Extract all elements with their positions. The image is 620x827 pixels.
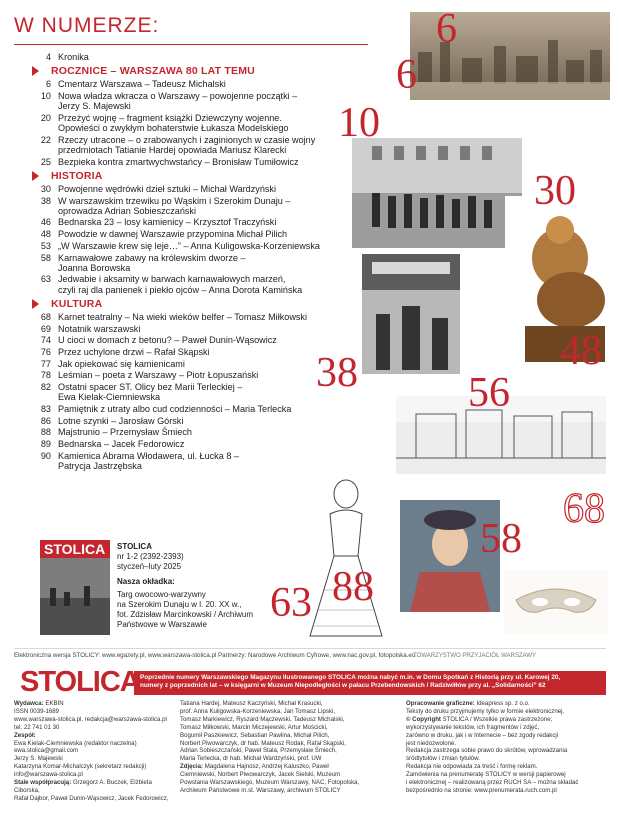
toc-page-number: 83 [40, 403, 51, 414]
toc-entry[interactable] [14, 427, 394, 437]
cover-photo [40, 558, 110, 635]
stolica-logo: STOLICA [14, 666, 134, 698]
toc-entry-title: Rzeczy utracone – o zrabowanych i zaginionych w czasie wojny przedmiotach Tatianie Hardej opowiada Mariusz Klarecki [58, 134, 316, 155]
section-header-historia [14, 170, 394, 182]
carnival-mask-photo [504, 570, 608, 634]
toc-entry-title: Jedwabie i aksamity w barwach karnawałowych marzeń, czyli raj dla panienek i piekło ojców – Anna Dorota Kamińska [58, 274, 303, 295]
toc-entry-title: Powojenne wędrówki dzieł sztuki – Michał Wardzyński [58, 183, 276, 194]
toc-entry[interactable] [14, 217, 394, 227]
toc-entry[interactable] [14, 439, 394, 449]
copyright-label: © Copyright [406, 715, 441, 723]
magazine-info [117, 542, 253, 630]
toc-page-number: 48 [40, 229, 51, 240]
toc-entry[interactable] [14, 91, 394, 111]
collaborators-list: Grzegorz A. Buczek, Elżbieta Ciborska, Rafał Dajbor, Paweł Dunin-Wąsowicz, Jacek Fedorowicz, [14, 779, 169, 802]
toc-entry-title: Ostatni spacer ST. Olicy bez Marii Terleckiej – Ewa Kielak-Ciemniewska [58, 382, 243, 403]
toc-entry-title: Pamiętnik z utraty albo cud codzienności – Maria Terlecka [58, 403, 292, 414]
victorian-dress-engraving [300, 470, 390, 640]
toc-entry[interactable] [14, 404, 394, 414]
issue-number: nr 1-2 (2392-2393) [117, 552, 184, 561]
toc-entry-title: Lotne szynki – Jarosław Górski [58, 415, 184, 426]
magazine-cover-thumbnail[interactable] [40, 540, 110, 635]
market-photo [362, 254, 460, 374]
editorial-notes: Redakcja zastrzega sobie prawo do skrótów, wprowadzania śródtytułów i zmian tytułów. Redakcja nie odpowiada za treść i formę reklam. Zamówienia na prenumeratę STOLICY w wersji papierowej i elektronicznej – realizowaną przez RUCH SA – można składać bezpośrednio na stronie: www.prenumerata.ruch.com.pl [406, 747, 579, 794]
toc-entry[interactable] [14, 79, 394, 89]
toc-entry[interactable] [14, 196, 394, 216]
toc-page-number: 25 [40, 156, 51, 167]
toc-page-number: 74 [40, 335, 51, 346]
toc-entry[interactable] [14, 135, 394, 155]
electronic-version-text: Elektroniczna wersja STOLICY: www.egazety.pl, www.warszawa-stolica.pl Partnerzy: Narodowe Archiwum Cyfrowe, www.nac.gov.pl, fotopolska.eu [14, 652, 416, 659]
magazine-name: STOLICA [117, 542, 152, 551]
tpw-emblem-icon: TOWARZYSTWO PRZYJACIÓŁ WARSZAWY [413, 653, 536, 659]
toc-entry-title: Bezpieka kontra zmartwychwstańcy – Bronisław Tumiłowicz [58, 156, 299, 167]
design-label: Opracowanie graficzne: [406, 700, 475, 707]
team-list: Ewa Kielak-Ciemniewska (redaktor naczelna) ewa.stolica@gmail.com Jerzy S. Majewski Katarzyna Komar-Michalczyk (sekretarz redakcji) info@warszawa-stolica.pl [14, 739, 147, 779]
copyright-text: STOLICA / Wszelkie prawa zastrzeżone; wykorzystywanie tekstów, ich fragmentów i zdjęć, zarówno w druku, jak i w Internecie – bez zgody redakcji jest niedozwolone. [406, 715, 559, 747]
contributors-list: Tatiana Hardej, Mateusz Kaczyński, Michał Krasucki, prof. Anna Kuligowska-Korzeniewska, Jan Tomasz Lipski, Tomasz Markiewicz, Ryszard Mączewski, Tadeusz Michalski, Tomasz Miłkowski, Marcin Miczejewski, Artur Mościcki, Bogumił Paszkiewicz, Sebastian Pawlina, Michał Pilich, Norbert Piwowarczyk, dr hab. Mateusz Rodak, Rafał Skąpski, Adrian Sobieszczański, Paweł Stala, Przemysław Śmiech, Maria Terlecka, dr hab. Michał Wardzyński, prof. UW [180, 700, 346, 763]
toc-page-number: 4 [45, 52, 51, 62]
section-header-kultura [14, 298, 394, 310]
cover-logo: STOLICA [40, 540, 110, 558]
photos-label: Zdjęcia: [180, 763, 204, 771]
cover-heading: Nasza okładka: [117, 577, 175, 586]
toc-entry[interactable] [14, 184, 394, 194]
photo-page-number: 30 [534, 168, 576, 214]
toc-entry-title: Kamienica Abrama Włodawera, ul. Łucka 8 – Patrycja Jastrzębska [58, 450, 239, 471]
toc-page-number: 63 [40, 274, 51, 285]
photo-credits: Magdalena Hajnosz, Andrzej Kaluszko, Paweł Ciemniewski, Norbert Piwowarczyk, Jacek Sielski, Muzeum Powstania Warszawskiego, Muzeum Warszawy, NAC, Fotopolska, Archiwum Państwowe m.st. Warszawy, archiwum STOLICY [180, 763, 360, 794]
street-march-photo [352, 138, 522, 248]
toc-entry-title: Cmentarz Warszawa – Tadeusz Michalski [58, 79, 226, 90]
toc-entry[interactable] [14, 253, 394, 273]
photo-page-number: 48 [560, 328, 602, 374]
photo-page-number: 58 [480, 516, 522, 562]
publisher-label: Wydawca: [14, 700, 44, 707]
publisher-name: EKBIN [45, 700, 64, 707]
section-header-rocznice [14, 65, 394, 77]
issn: ISSN 0039-1689 [14, 707, 60, 715]
photo-page-number: 68 [563, 486, 605, 532]
toc-entry[interactable] [14, 157, 394, 167]
toc-page-number: 6 [45, 79, 51, 90]
toc-entry[interactable] [14, 274, 394, 294]
triangle-arrow-icon [32, 171, 39, 181]
photo-page-number: 38 [316, 350, 358, 396]
title-underline [14, 44, 368, 45]
electronic-version-bar [14, 648, 606, 662]
issue-date: styczeń–luty 2025 [117, 562, 182, 571]
toc-page-number: 30 [40, 183, 51, 194]
toc-entry-title: Kronika [58, 52, 89, 62]
toc-entry[interactable] [14, 241, 394, 251]
collaborators-label: Stale współpracują: [14, 779, 72, 787]
section-title: ROCZNICE – WARSZAWA 80 LAT TEMU [51, 65, 255, 78]
back-issues-note: Poprzednie numery Warszawskiego Magazynu Ilustrowanego STOLICA można nabyć m.in. w Domu Spotkań z Historią przy ul. Karowej 20, numery z poprzednich lat – w księgarni w Muzeum Niepodległości w pałacu Przebendowskich / Radziwiłłów przy al. „Solidarności” 62 [140, 674, 561, 690]
section-title: KULTURA [51, 297, 103, 310]
toc-entry[interactable] [14, 52, 394, 62]
toc-page-number: 68 [40, 311, 51, 322]
team-label: Zespół: [14, 731, 36, 739]
toc-page-number: 10 [40, 90, 51, 101]
toc-entry-title: Przeżyć wojnę – fragment książki Dziewczyny wojenne. Opowieści o zwykłym bohaterstwie Łukasza Modelskiego [58, 112, 289, 134]
toc-entry-title: Bednarska 23 – losy kamienicy – Krzysztof Traczyński [58, 217, 277, 228]
toc-entry[interactable] [14, 324, 394, 334]
toc-page-number: 20 [40, 112, 51, 123]
toc-page-number: 38 [40, 195, 51, 206]
triangle-arrow-icon [32, 299, 39, 309]
toc-entry-title: Notatnik warszawski [58, 323, 141, 334]
toc-entry-title: Powodzie w dawnej Warszawie przypomina Michał Pilich [58, 229, 288, 240]
toc-page-number: 69 [40, 323, 51, 334]
toc-entry-title: Karnawałowe zabawy na królewskim dworze – Joanna Borowska [58, 252, 246, 273]
toc-entry[interactable] [14, 113, 394, 133]
contact-info[interactable]: www.warszawa-stolica.pl, redakcja@warszawa-stolica.pl tel. 22 741 01 30 [14, 715, 167, 731]
toc-page-number: 76 [40, 346, 51, 357]
toc-page-number: 86 [40, 415, 51, 426]
toc-entry-title: Jak opiekować się kamienicami [58, 358, 185, 369]
toc-page-number: 90 [40, 450, 51, 461]
toc-entry-title: Nowa władza wkracza o Warszawy – powojenne początki – Jerzy S. Majewski [58, 90, 298, 112]
toc-entry-title: Leśmian – poeta z Warszawy – Piotr Łopuszański [58, 370, 259, 381]
text-submission-note: Teksty do druku przyjmujemy tylko w formie elektronicznej. [406, 707, 565, 715]
cover-caption: Targ owocowo-warzywny na Szerokim Dunaju w l. 20. XX w., fot. Zdzisław Marcinkowski / Archiwum Państwowe w Warszawie [117, 590, 254, 629]
toc-entry[interactable] [14, 335, 394, 345]
triangle-arrow-icon [32, 66, 39, 76]
toc-page-number: 46 [40, 217, 51, 228]
toc-entry[interactable] [14, 416, 394, 426]
toc-page-number: 89 [40, 439, 51, 450]
toc-page-number: 22 [40, 134, 51, 145]
section-title: HISTORIA [51, 169, 103, 182]
toc-entry[interactable] [14, 229, 394, 239]
toc-entry-title: Karnet teatralny – Na wieki wieków belfer – Tomasz Miłkowski [58, 311, 307, 322]
photo-page-number: 10 [338, 100, 380, 146]
toc-page-number: 78 [40, 370, 51, 381]
toc-page-number: 88 [40, 427, 51, 438]
table-of-contents [14, 52, 394, 473]
toc-page-number: 58 [40, 252, 51, 263]
toc-page-number: 82 [40, 382, 51, 393]
toc-entry-title: Majstrunio – Przemysław Śmiech [58, 427, 192, 438]
design-credit: Ideapress sp. z o.o. [476, 700, 530, 707]
photo-page-number: 6 [436, 6, 457, 52]
toc-entry[interactable] [14, 451, 394, 471]
toc-entry-title: Przez uchylone drzwi – Rafał Skąpski [58, 346, 210, 357]
toc-entry-title: Bednarska – Jacek Fedorowicz [58, 439, 185, 450]
toc-entry-title: W warszawskim trzewiku po Wąskim i Szerokim Dunaju – oprowadza Adrian Sobieszczański [58, 195, 291, 216]
toc-entry-title: „W Warszawie krew się leje…” – Anna Kuligowska-Korzeniewska [58, 240, 320, 251]
page-title: W NUMERZE: [14, 14, 160, 37]
toc-page-number: 77 [40, 358, 51, 369]
toc-entry-title: U cioci w domach z betonu? – Paweł Dunin-Wąsowicz [58, 335, 277, 346]
photo-page-number: 63 [270, 580, 312, 626]
imprint-column-1 [14, 700, 172, 803]
photo-page-number: 6 [396, 52, 417, 98]
toc-entry[interactable] [14, 312, 394, 322]
imprint-column-2 [180, 700, 398, 795]
photo-page-number: 56 [468, 370, 510, 416]
photo-page-number: 88 [332, 564, 374, 610]
imprint-column-3 [406, 700, 606, 795]
toc-page-number: 53 [40, 240, 51, 251]
